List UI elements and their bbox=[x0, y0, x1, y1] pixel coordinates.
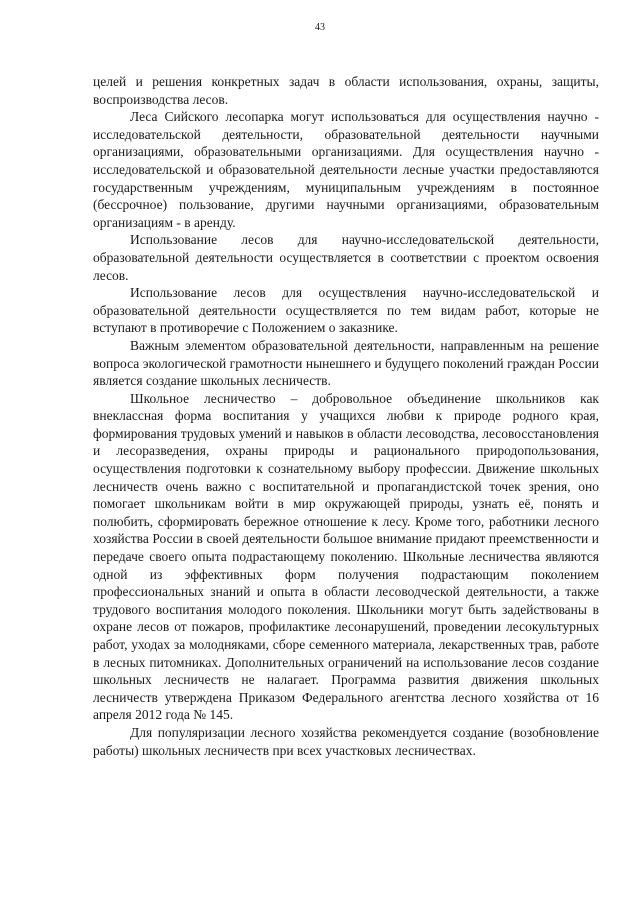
paragraph-3: Использование лесов для научно-исследовательской деятельности, образовательной деятельности осуществляется в соответствии с проектом освоения лесов. bbox=[93, 232, 599, 283]
paragraph-2: Леса Сийского лесопарка могут использоваться для осуществления научно - исследовательской деятельности, образовательной деятельности научными организациями, образовательными организациями. Для осуществления научно - исследовательской и образовательной деятельности лесные участки предоставляются государственным учреждениям, муниципальным учреждениям в постоянное (бессрочное) пользование, другими научными организациями, образовательным организациям - в аренду. bbox=[93, 109, 599, 230]
page-number: 43 bbox=[315, 22, 325, 33]
paragraph-6: Школьное лесничество – добровольное объединение школьников как внеклассная форма воспитания у учащихся любви к природе родного края, формирования трудовых умений и навыков в области лесоводства, лесовосстановления и лесоразведения, охраны природы и рационального природопользования, осуществления подготовки к сознательному выбору профессии. Движение школьных лесничеств очень важно с воспитательной и пропагандистской точек зрения, оно помогает школьникам войти в мир окружающей природы, узнать её, понять и полюбить, сформировать бережное отношение к лесу. Кроме того, работники лесного хозяйства России в своей деятельности большое внимание придают преемственности и передаче своего опыта подрастающему поколению. Школьные лесничества являются одной из эффективных форм получения подрастающим поколением профессиональных знаний и опыта в области лесоводческой деятельности, а также трудового воспитания молодого поколения. Школьники могут быть задействованы в охране лесов от пожаров, профилактике лесонарушений, проведении лесокультурных работ, уходах за молодняками, сборе семенного материала, лекарственных трав, работе в лесных питомниках. Дополнительных ограничений на использование лесов создание школьных лесничеств не налагает. Программа развития движения школьных лесничеств утверждена Приказом Федерального агентства лесного хозяйства от 16 апреля 2012 года № 145. bbox=[93, 390, 599, 723]
paragraph-5: Важным элементом образовательной деятельности, направленным на решение вопроса экологической грамотности нынешнего и будущего поколений граждан России является создание школьных лесничеств. bbox=[93, 337, 599, 389]
paragraph-7: Для популяризации лесного хозяйства рекомендуется создание (возобновление работы) школьных лесничеств при всех участковых лесничествах. bbox=[93, 724, 599, 758]
page-body bbox=[93, 73, 599, 759]
paragraph-1: целей и решения конкретных задач в области использования, охраны, защиты, воспроизводства лесов. bbox=[93, 74, 599, 107]
paragraph-4: Использование лесов для осуществления научно-исследовательской и образовательной деятельности осуществляется по тем видам работ, которые не вступают в противоречие с Положением о заказнике. bbox=[93, 285, 599, 336]
